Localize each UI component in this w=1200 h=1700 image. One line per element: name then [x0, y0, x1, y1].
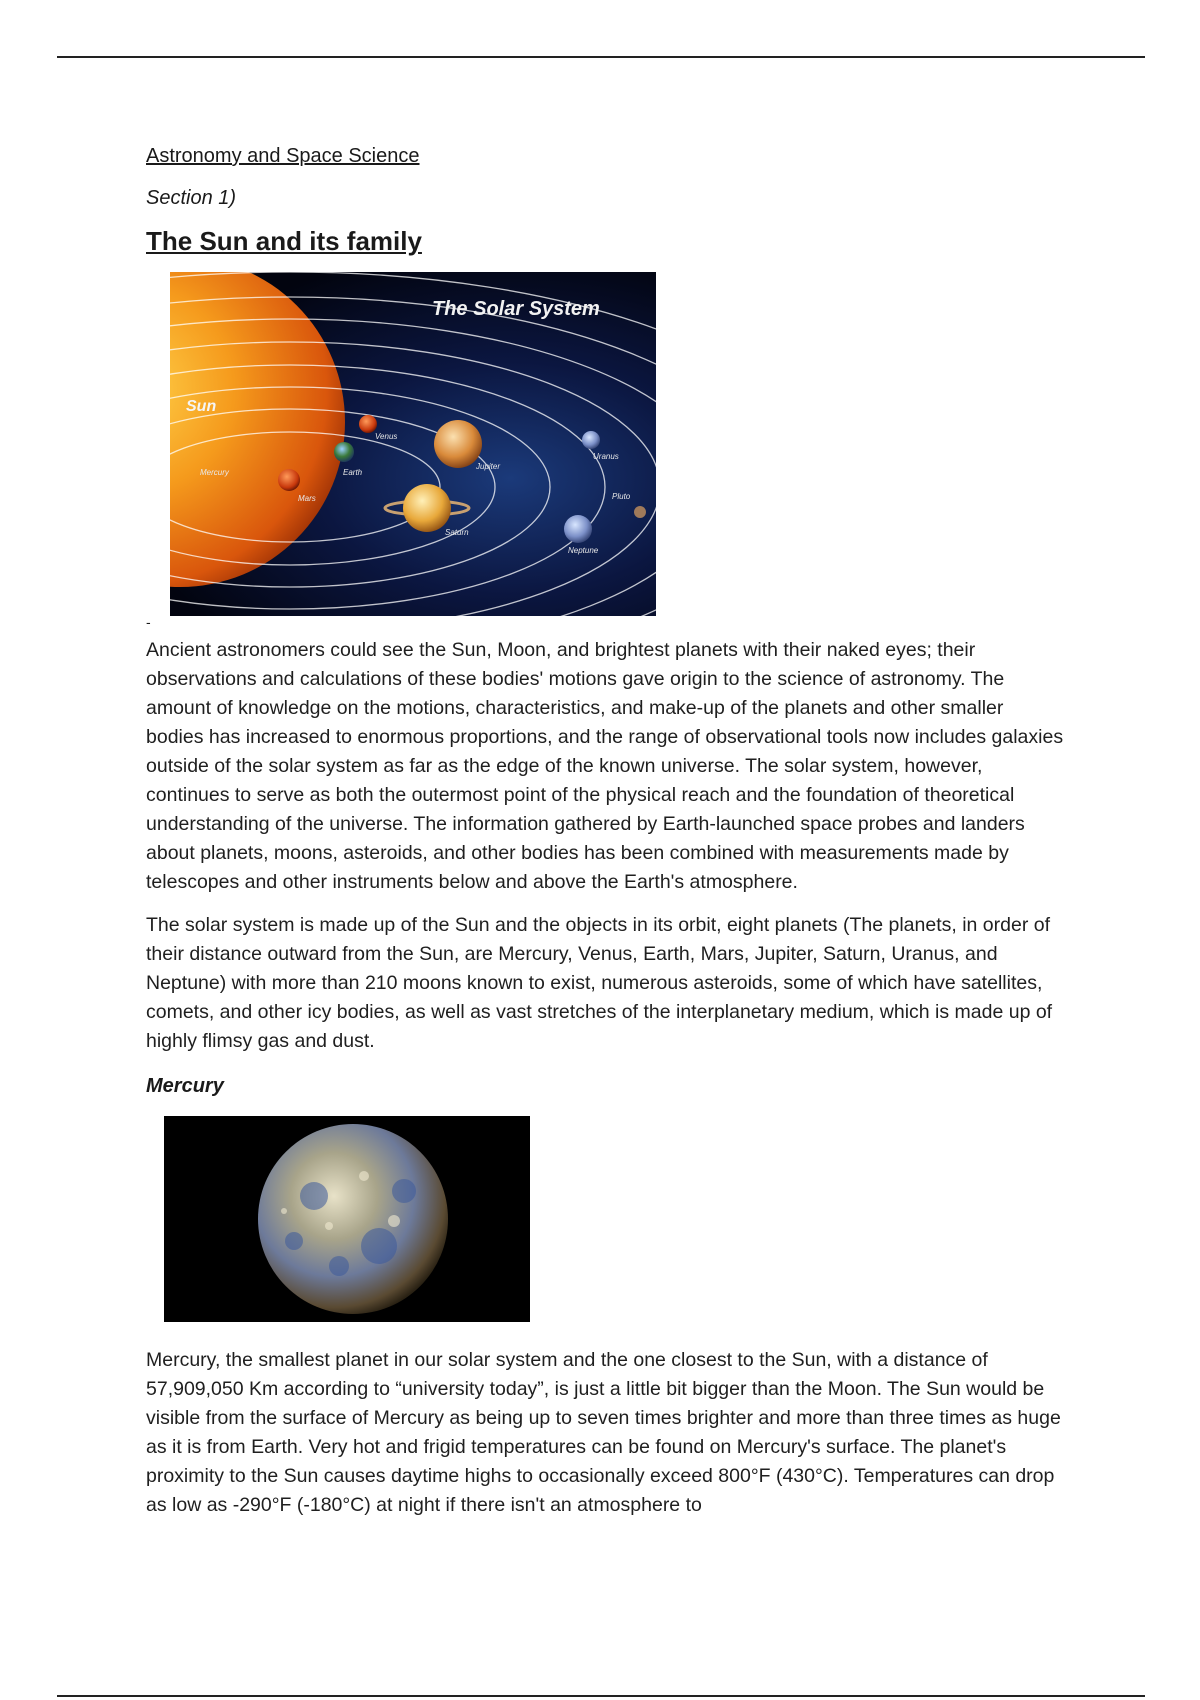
- course-title: Astronomy and Space Science: [146, 145, 420, 167]
- label-pluto: Pluto: [612, 492, 631, 501]
- label-venus: Venus: [375, 432, 398, 441]
- label-saturn: Saturn: [445, 528, 469, 537]
- stray-dash: -: [146, 614, 151, 630]
- label-earth: Earth: [343, 468, 363, 477]
- paragraph-intro: Ancient astronomers could see the Sun, Moon, and brightest planets with their naked eyes; their observations and calculations of these bodies' motions gave origin to the science of astronomy. The amount of knowledge on the motions, characteristics, and make-up of the planets and other smaller bodies has increased to enormous proportions, and the range of observational tools now includes galaxies outside of the solar system as far as the edge of the known universe. The solar system, however, continues to serve as both the outermost point of the physical reach and the foundation of theoretical understanding of the universe. The information gathered by Earth-launched space probes and landers about planets, moons, asteroids, and other bodies has been combined with measurements made by telescopes and other instruments below and above the Earth's atmosphere.: [146, 639, 1064, 893]
- label-sun: Sun: [186, 398, 217, 415]
- footer-rule: [57, 1695, 1145, 1697]
- solar-system-illustration: [170, 272, 656, 616]
- paragraph-mercury: Mercury, the smallest planet in our solar system and the one closest to the Sun, with a distance of 57,909,050 Km according to “university today”, is just a little bit bigger than the Moon. The Sun would be visible from the surface of Mercury as being up to seven times brighter and more than three times as huge as it is from Earth. Very hot and frigid temperatures can be found on Mercury's surface. The planet's proximity to the Sun causes daytime highs to occasionally exceed 800°F (430°C). Temperatures can drop as low as -290°F (-180°C) at night if there isn't an atmosphere to: [146, 1349, 1061, 1516]
- mercury-illustration: [164, 1116, 530, 1322]
- page-title: The Sun and its family: [146, 226, 422, 256]
- solar-system-image: [170, 272, 656, 616]
- subheading-mercury: Mercury: [146, 1075, 224, 1097]
- document-body: [146, 144, 1066, 1534]
- label-mercury: Mercury: [200, 468, 229, 477]
- paragraph-solar-system: The solar system is made up of the Sun and the objects in its orbit, eight planets (The planets, in order of their distance outward from the Sun, are Mercury, Venus, Earth, Mars, Jupiter, Saturn, Uranus, and Neptune) with more than 210 moons known to exist, numerous asteroids, some of which have satellites, comets, and other icy bodies, as well as vast stretches of the interplanetary medium, which is made up of highly flimsy gas and dust.: [146, 914, 1053, 1052]
- mercury-image: [164, 1116, 530, 1322]
- label-neptune: Neptune: [568, 546, 599, 555]
- label-uranus: Uranus: [593, 452, 619, 461]
- section-label: Section 1): [146, 187, 237, 209]
- header-rule: [57, 56, 1145, 58]
- figure-title: The Solar System: [432, 298, 600, 320]
- label-jupiter: Jupiter: [476, 462, 501, 471]
- label-mars: Mars: [298, 494, 316, 503]
